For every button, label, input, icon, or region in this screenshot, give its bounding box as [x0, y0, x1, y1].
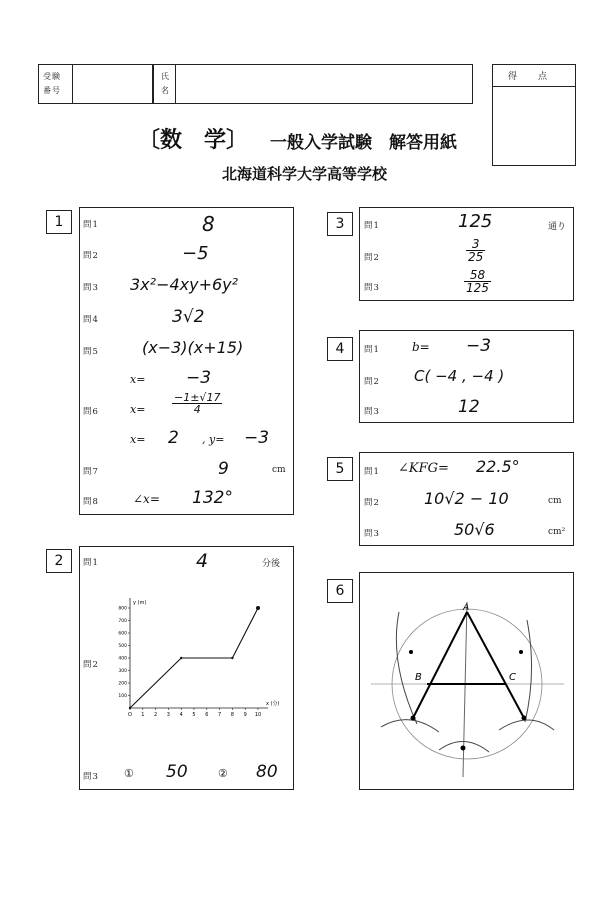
s1-q6-r3-sep: , y= [202, 433, 225, 446]
x-tick-label: 5 [192, 712, 196, 718]
section-2-number: 2 [46, 549, 72, 573]
section-1-number: 1 [46, 210, 72, 234]
school-name: 北海道科学大学高等学校 [222, 165, 388, 183]
s4-q1-prefix: b= [412, 340, 430, 354]
s1-q6-r1-value: −3 [186, 368, 212, 388]
s4-q3-answer: 12 [458, 397, 480, 417]
point-b-dot [409, 650, 413, 654]
s5-q1-prefix: ∠KFG= [398, 461, 449, 476]
point-bottom-dot [461, 746, 466, 751]
s1-q6-r2-prefix: x= [130, 403, 146, 416]
point-label-b: B [415, 672, 422, 683]
s2-q3-label: 問3 [83, 772, 99, 782]
name-box[interactable] [153, 64, 473, 104]
s4-q1-label: 問1 [364, 345, 380, 355]
s1-q3-label: 問3 [83, 283, 99, 293]
s4-q1-answer: −3 [466, 336, 492, 356]
data-point [231, 657, 233, 659]
x-tick-label: 1 [141, 712, 145, 718]
page-title-rest: 一般入学試験 解答用紙 [270, 133, 457, 153]
point-bl-dot [411, 716, 416, 721]
s3-q1-label: 問1 [364, 221, 380, 231]
s5-q1-label: 問1 [364, 467, 380, 477]
s1-q8-label: 問8 [83, 497, 99, 507]
s2-q2-label: 問2 [83, 660, 99, 670]
s1-q2-label: 問2 [83, 251, 99, 261]
arc-bottom-left [381, 720, 439, 732]
series-line [130, 608, 258, 708]
y-tick-label: 600 [118, 631, 127, 637]
s1-q6-r2-denominator: 4 [193, 403, 201, 416]
s2-q3-answer-2: 80 [256, 762, 278, 782]
data-point [129, 707, 131, 709]
s5-q2-answer: 10√2 − 10 [424, 489, 509, 508]
x-tick-label: 6 [205, 712, 209, 718]
point-label-a: A [463, 603, 470, 613]
s1-q8-prefix: ∠x= [133, 492, 160, 506]
x-tick-label: O [128, 712, 132, 718]
s5-q3-answer: 50√6 [454, 520, 495, 539]
y-tick-label: 800 [118, 606, 127, 612]
s5-q3-unit: cm² [548, 527, 566, 537]
s5-q2-unit: cm [548, 496, 562, 506]
y-tick-label: 700 [118, 619, 127, 624]
s1-q1-label: 問1 [83, 220, 99, 230]
page-title-subject: 〔数 学〕 [138, 128, 249, 153]
s1-q5-label: 問5 [83, 347, 99, 357]
s1-q2-answer: −5 [182, 243, 209, 264]
data-point [180, 657, 182, 659]
s3-q1-answer: 125 [458, 211, 493, 232]
s5-q3-label: 問3 [364, 529, 380, 539]
s3-q3-denominator: 125 [466, 281, 489, 295]
s4-q3-label: 問3 [364, 407, 380, 417]
s3-q3-fraction [464, 269, 491, 294]
arc-left [396, 612, 417, 724]
y-tick-label: 200 [118, 681, 127, 687]
s1-q4-label: 問4 [83, 315, 99, 325]
s1-q6-r2-numerator: −1±√17 [174, 391, 221, 404]
y-axis-label: y (m) [133, 600, 147, 606]
s1-q8-answer: 132° [192, 488, 233, 508]
vertical-line [463, 602, 470, 777]
score-label: 得 点 [508, 72, 554, 82]
s1-q6-r2-fraction [172, 392, 222, 415]
s1-q7-label: 問7 [83, 467, 99, 477]
s1-q1-answer: 8 [202, 212, 215, 236]
s3-q1-unit: 通り [548, 222, 567, 232]
exam-number-label-text: 受験番号 [43, 72, 61, 95]
s2-q1-answer: 4 [196, 550, 209, 572]
section-6-number: 6 [327, 579, 353, 603]
s2-q3-marker-2: ② [218, 767, 228, 780]
s3-q2-numerator: 3 [466, 238, 485, 251]
s3-q2-denominator: 25 [468, 250, 484, 264]
construction-drawing [359, 572, 574, 790]
point-label-c: C [509, 672, 516, 683]
triangle-side-ab [413, 612, 467, 718]
s1-q5-answer: (x−3)(x+15) [142, 338, 244, 357]
section-5-number: 5 [327, 457, 353, 481]
s1-q3-answer: 3x²−4xy+6y² [130, 275, 239, 294]
s1-q7-unit: cm [272, 465, 286, 475]
arc-bottom-right [499, 720, 554, 730]
s1-q6-r3-prefix: x= [130, 433, 146, 446]
y-tick-label: 400 [118, 656, 127, 662]
point-br-dot [522, 716, 527, 721]
x-tick-label: 7 [218, 712, 222, 718]
distance-time-chart [112, 590, 287, 725]
s1-q6-r1-prefix: x= [130, 373, 146, 386]
s4-q2-label: 問2 [364, 377, 380, 387]
section-3-number: 3 [327, 212, 353, 236]
point-c-dot [519, 650, 523, 654]
s1-q6-label: 問6 [83, 407, 99, 417]
s3-q3-numerator: 58 [464, 269, 491, 282]
s5-q2-label: 問2 [364, 498, 380, 508]
s1-q7-answer: 9 [218, 459, 229, 479]
x-tick-label: 4 [179, 712, 183, 718]
s3-q2-label: 問2 [364, 253, 380, 263]
x-tick-label: 9 [243, 712, 247, 718]
y-tick-label: 300 [118, 669, 127, 674]
s2-q3-marker-1: ① [124, 767, 134, 780]
s3-q2-fraction [466, 238, 485, 263]
name-label-text: 氏名 [161, 72, 170, 95]
section-4-number: 4 [327, 337, 353, 361]
x-axis-label: x (分) [266, 701, 280, 707]
data-point [256, 606, 260, 610]
s1-q6-r3-y: −3 [244, 428, 270, 448]
s4-q2-answer: C( −4 , −4 ) [414, 367, 505, 385]
x-tick-label: 10 [254, 712, 262, 718]
s2-q1-label: 問1 [83, 558, 99, 568]
s3-q3-label: 問3 [364, 283, 380, 293]
s5-q1-answer: 22.5° [476, 457, 520, 476]
triangle-side-ac [467, 612, 524, 718]
x-tick-label: 8 [230, 712, 234, 718]
x-tick-label: 2 [154, 712, 158, 718]
s2-q1-unit: 分後 [262, 559, 281, 569]
y-tick-label: 500 [118, 644, 127, 649]
arc-right [525, 620, 532, 722]
x-tick-label: 3 [166, 712, 170, 718]
y-tick-label: 100 [118, 694, 127, 699]
s1-q6-r3-x: 2 [168, 428, 179, 448]
s2-q3-answer-1: 50 [166, 762, 188, 782]
s1-q4-answer: 3√2 [172, 307, 205, 327]
